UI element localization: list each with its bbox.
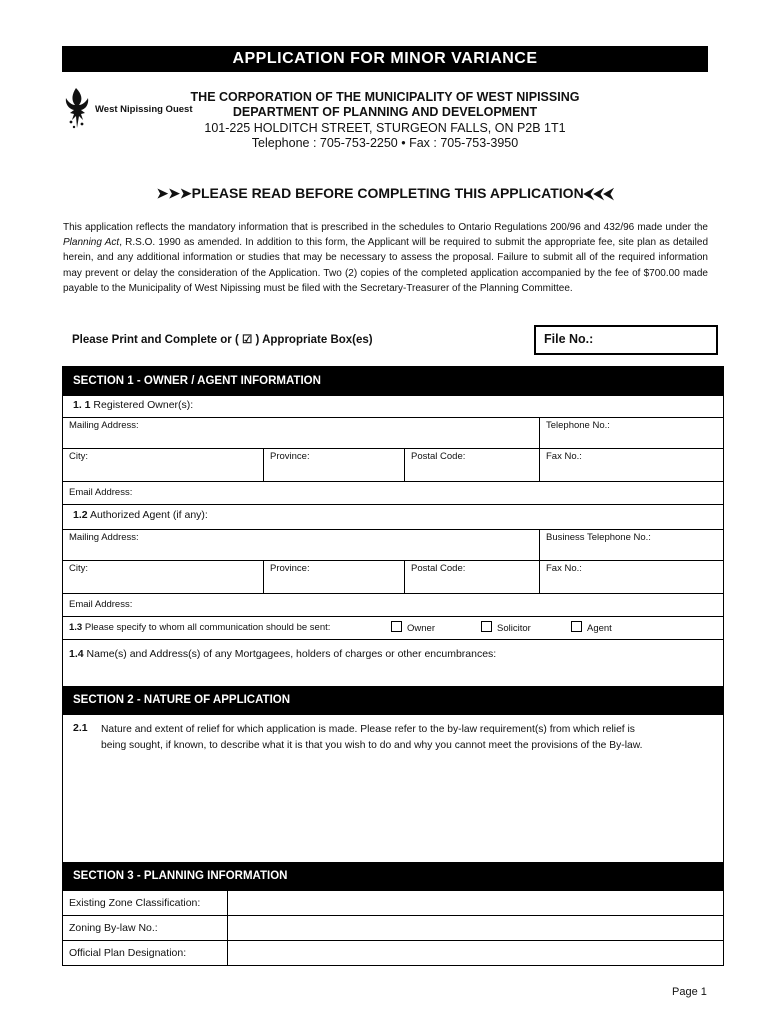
header-corporation: THE CORPORATION OF THE MUNICIPALITY OF WEST NIPISSING — [190, 90, 580, 104]
agent-email-field[interactable]: Email Address: — [69, 599, 133, 610]
owner-mailing-row — [63, 417, 723, 448]
owner-postal-code-field[interactable]: Postal Code: — [404, 449, 539, 481]
owner-province-field[interactable]: Province: — [263, 449, 404, 481]
planning-act-title: Planning Act — [63, 237, 120, 249]
fleur-de-lis-icon — [62, 86, 98, 132]
owner-checkbox[interactable]: Owner — [385, 617, 441, 639]
page-number: Page 1 — [672, 986, 707, 998]
header-phone-fax: Telephone : 705-753-2250 • Fax : 705-753-3950 — [251, 136, 519, 150]
owner-telephone-field[interactable]: Telephone No.: — [539, 418, 723, 448]
agent-heading-row: 1.2 Authorized Agent (if any): — [63, 504, 723, 529]
section2-heading: SECTION 2 - NATURE OF APPLICATION — [63, 686, 723, 714]
print-instruction: Please Print and Complete or ( ☑ ) Appropriate Box(es) — [72, 334, 373, 346]
owner-city-field[interactable]: City: — [69, 451, 88, 462]
section1-heading: SECTION 1 - OWNER / AGENT INFORMATION — [63, 367, 723, 395]
agent-city-row — [63, 560, 723, 593]
agent-checkbox[interactable]: Agent — [565, 617, 618, 639]
nature-of-application-row[interactable]: 2.1 Nature and extent of relief for which application is made. Please refer to the by-law requirement(s) from which relief is being sought, if known, to describe what it is that you wish to do and why you cannot meet the provisions of the By-law. — [63, 714, 723, 862]
agent-postal-code-field[interactable]: Postal Code: — [404, 561, 539, 593]
file-number-label: File No.: — [544, 332, 594, 346]
logo-text: West Nipissing Ouest — [95, 104, 193, 115]
owner-email-field[interactable]: Email Address: — [69, 487, 133, 498]
intro-paragraph: This application reflects the mandatory information that is prescribed in the schedules to Ontario Regulations 200/96 and 432/96 made under the Planning Act, R.S.O. 1990 as amended. In addition to this form, the Applicant will be required to submit the appropriate fee, site plan as detailed herein, and any additional information or studies that may be necessary to assess the proposal. Failure to submit all of the required information may prevent or delay the consideration of the Application. Two (2) copies of the completed application accompanied by the fee of $700.00 made payable to the Municipality of West Nipissing must be filed with the Secretary-Treasurer of the Planning Committee. — [63, 222, 708, 294]
owner-email-row — [63, 481, 723, 504]
application-form — [62, 366, 724, 966]
zone-row: Existing Zone Classification: — [63, 890, 723, 915]
agent-mailing-address-field[interactable]: Mailing Address: — [69, 532, 139, 543]
agent-mailing-row — [63, 529, 723, 560]
owner-mailing-address-field[interactable]: Mailing Address: — [69, 420, 139, 431]
nature-instructions-line2: being sought, if known, to describe what it is that you wish to do and why you cannot meet the provisions of the By-law. — [101, 740, 643, 751]
zoning-bylaw-input[interactable] — [227, 916, 723, 940]
owner-heading-row: 1. 1 Registered Owner(s): — [63, 395, 723, 417]
agent-province-field[interactable]: Province: — [263, 561, 404, 593]
owner-fax-field[interactable]: Fax No.: — [539, 449, 723, 481]
checkbox-agent[interactable] — [571, 621, 582, 632]
mortgagees-row[interactable]: 1.4 Name(s) and Address(s) of any Mortgagees, holders of charges or other encumbrances: — [63, 639, 723, 686]
agent-email-row — [63, 593, 723, 616]
communication-row: 1.3 Please specify to whom all communication should be sent: Owner Solicitor Agent — [63, 616, 723, 639]
checkbox-solicitor[interactable] — [481, 621, 492, 632]
official-plan-input[interactable] — [227, 941, 723, 965]
agent-fax-field[interactable]: Fax No.: — [539, 561, 723, 593]
read-first-notice: ➤➤➤PLEASE READ BEFORE COMPLETING THIS APPLICATION⮜⮜⮜ — [156, 185, 614, 201]
agent-business-telephone-field[interactable]: Business Telephone No.: — [539, 530, 723, 560]
file-number-box[interactable] — [534, 325, 718, 355]
plan-row: Official Plan Designation: — [63, 940, 723, 965]
header-department: DEPARTMENT OF PLANNING AND DEVELOPMENT — [232, 105, 538, 119]
bylaw-row: Zoning By-law No.: — [63, 915, 723, 940]
header-address: 101-225 HOLDITCH STREET, STURGEON FALLS, ON P2B 1T1 — [204, 121, 566, 135]
form-title: APPLICATION FOR MINOR VARIANCE — [62, 46, 708, 72]
agent-city-field[interactable]: City: — [69, 563, 88, 574]
nature-instructions-line1: Nature and extent of relief for which application is made. Please refer to the by-law requirement(s) from which relief is — [101, 724, 635, 735]
section3-heading: SECTION 3 - PLANNING INFORMATION — [63, 862, 723, 890]
checkbox-owner[interactable] — [391, 621, 402, 632]
solicitor-checkbox[interactable]: Solicitor — [475, 617, 537, 639]
owner-city-row — [63, 448, 723, 481]
zone-classification-input[interactable] — [227, 891, 723, 915]
